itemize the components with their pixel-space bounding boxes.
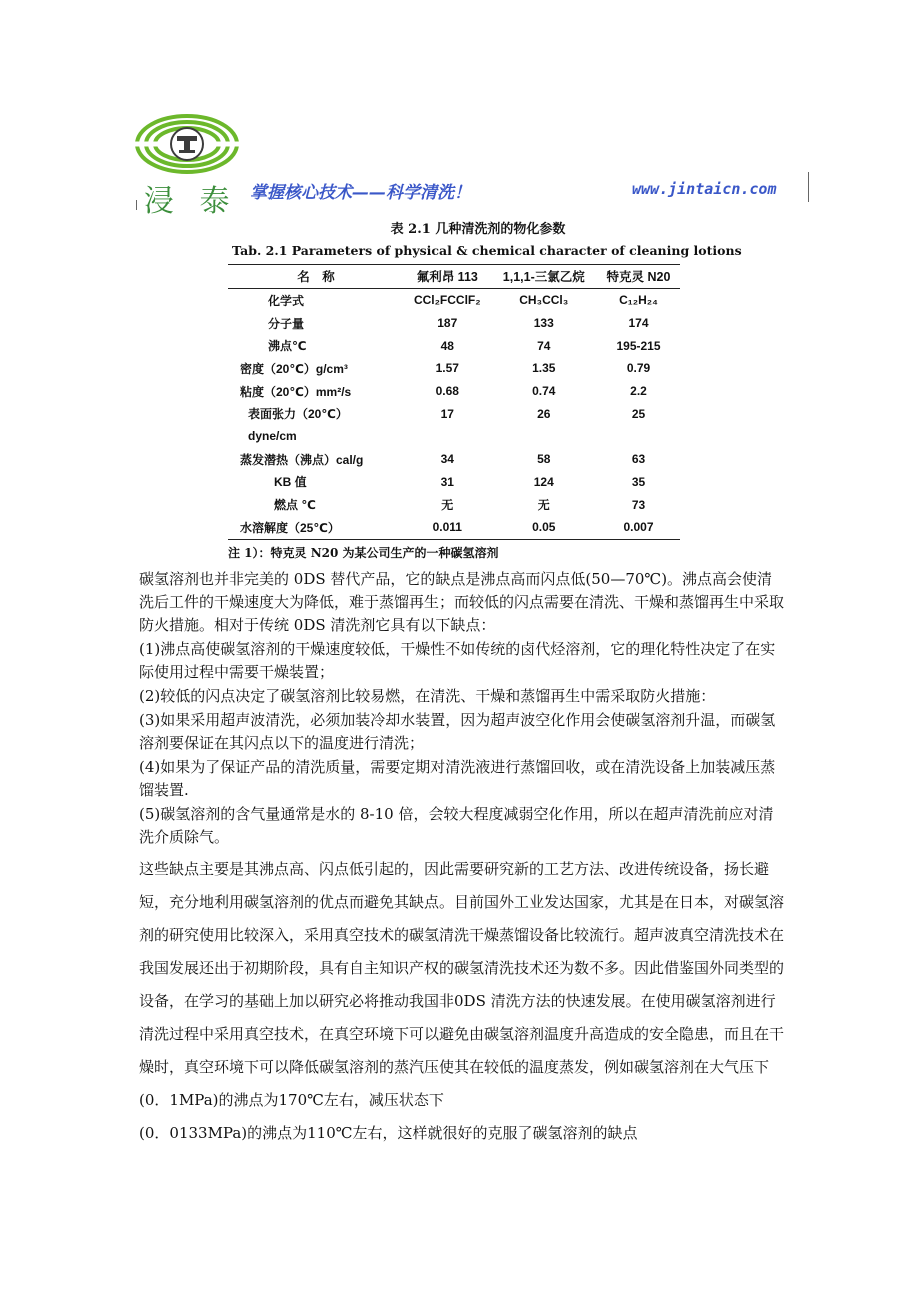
table-cell: 0.79 — [626, 361, 651, 376]
table-cell: CH₃CCl₃ — [519, 293, 569, 308]
table-cell: 0.74 — [532, 384, 556, 399]
table-cell: 2.2 — [630, 384, 647, 399]
header-cell-freon: 氟利昂 113 — [404, 265, 491, 289]
table-cell — [491, 425, 597, 448]
row-label: 蒸发潜热（沸点）cal/g — [240, 452, 364, 467]
table-cell: 174 — [628, 316, 649, 331]
table-title-en: Tab. 2.1 Parameters of physical & chemical character of cleaning lotions — [232, 243, 742, 258]
table-row — [228, 493, 680, 516]
table-cell: 35 — [631, 474, 646, 489]
header-cell-name: 名 称 — [228, 265, 404, 289]
banner-tick-mark — [136, 200, 137, 210]
list-item-1: (1)沸点高使碳氢溶剂的干燥速度较低，干燥性不如传统的卤代烃溶剂，它的理化特性决定了在实际使用过程中需要干燥装置； — [139, 640, 776, 681]
table-cell: 1.35 — [532, 361, 556, 376]
table-cell — [597, 425, 680, 448]
table-cell: 73 — [631, 497, 646, 512]
row-label: 表面张力（20℃） — [248, 407, 348, 422]
row-label: 密度（20℃）g/cm³ — [240, 361, 348, 376]
table-cell: 0.007 — [597, 516, 680, 539]
table-row — [228, 357, 680, 380]
table-cell: 48 — [440, 338, 454, 353]
header-banner — [132, 112, 812, 219]
row-label: 化学式 — [268, 293, 305, 308]
table-row — [228, 380, 680, 403]
paragraph-conclusion: (0．0133MPa)的沸点为110℃左右，这样就很好的克服了碳氢溶剂的缺点 — [139, 1124, 638, 1142]
drawbacks-section — [139, 568, 787, 849]
table-row — [228, 516, 680, 539]
brand-slogan: 掌握核心技术——科学清洗！ — [250, 183, 471, 203]
table-cell: 17 — [440, 406, 454, 421]
row-label: 燃点 ℃ — [274, 498, 316, 513]
company-logo-icon — [132, 112, 242, 176]
table-footnote: 注 1）：特克灵 N20 为某公司生产的一种碳氢溶剂 — [228, 545, 499, 560]
row-label: 沸点℃ — [268, 339, 307, 354]
table-cell: 31 — [440, 474, 454, 489]
table-cell: 133 — [533, 316, 554, 331]
brand-name: 浸 泰 — [144, 184, 238, 219]
table-cell: 195-215 — [616, 338, 661, 353]
table-row — [228, 334, 680, 357]
table-cell: CCl₂FCClF₂ — [413, 293, 481, 308]
parameters-table — [228, 264, 680, 540]
table-cell: 34 — [440, 452, 454, 467]
header-cell-n20: 特克灵 N20 — [597, 265, 680, 289]
list-item-5: (5)碳氢溶剂的含气量通常是水的 8-10 倍，会较大程度减弱空化作用，所以在超声清洗前应对清洗介质除气。 — [139, 805, 774, 846]
table-title-cn: 表 2.1 几种清洗剂的物化参数 — [390, 222, 566, 237]
table-row — [228, 312, 680, 335]
table-row — [228, 448, 680, 471]
table-row — [228, 425, 680, 448]
table-header-row — [228, 265, 680, 289]
row-label: 粘度（20℃）mm²/s — [240, 384, 352, 399]
list-item-3: (3)如果采用超声波清洗，必须加装冷却水装置，因为超声波空化作用会使碳氢溶剂升温，而碳氢溶剂要保证在其闪点以下的温度进行清洗； — [139, 711, 776, 752]
table-cell: 0.05 — [491, 516, 597, 539]
table-cell: 124 — [533, 474, 554, 489]
table-cell: 26 — [537, 406, 551, 421]
paragraph-vacuum: 这些缺点主要是其沸点高、闪点低引起的，因此需要研究新的工艺方法、改进传统设备，扬长避短，充分地利用碳氢溶剂的优点而避免其缺点。目前国外工业发达国家，尤其是在日本，对碳氢溶剂的研究使用比较深入，采用真空技术的碳氢清洗干燥蒸馏设备比较流行。超声波真空清洗技术在我国发展还出于初期阶段，具有自主知识产权的碳氢清洗技术还为数不多。因此借鉴国外同类型的设备，在学习的基础上加以研究必将推动我国非0DS 清洗方法的快速发展。在使用碳氢溶剂进行清洗过程中采用真空技术，在真空环境下可以避免由碳氢溶剂温度升高造成的安全隐患，而且在干燥时，真空环境下可以降低碳氢溶剂的蒸汽压使其在较低的温度蒸发，例如碳氢溶剂在大气压下(0．1MPa)的沸点为170℃左右，减压状态下 — [139, 860, 785, 1109]
list-item-2: (2)较低的闪点决定了碳氢溶剂比较易燃，在清洗、干燥和蒸馏再生中需采取防火措施： — [139, 687, 716, 705]
table-cell: 1.57 — [435, 361, 459, 376]
table-row — [228, 471, 680, 494]
table-row — [228, 289, 680, 312]
row-label: KB 值 — [274, 475, 307, 490]
website-url: www.jintaicn.com — [632, 180, 777, 198]
table-cell: 无 — [441, 498, 454, 513]
table-cell: 无 — [537, 498, 550, 513]
table-cell: 0.011 — [404, 516, 491, 539]
table-cell: 25 — [631, 406, 646, 421]
table-cell: 187 — [437, 316, 458, 331]
banner-divider — [808, 172, 809, 202]
body-text — [139, 568, 787, 1150]
parameters-table-figure — [228, 218, 742, 561]
table-row — [228, 402, 680, 425]
table-cell: 63 — [631, 452, 646, 467]
table-cell: 74 — [537, 338, 551, 353]
row-label: dyne/cm — [248, 429, 297, 444]
vacuum-section — [139, 853, 787, 1150]
paragraph-intro: 碳氢溶剂也并非完美的 0DS 替代产品，它的缺点是沸点高而闪点低(50—70℃)。沸点高会使清洗后工件的干燥速度大为降低，难于蒸馏再生；而较低的闪点需要在清洗、干燥和蒸馏再生中采取防火措施。相对于传统 0DS 清洗剂它具有以下缺点： — [139, 570, 785, 634]
list-item-4: (4)如果为了保证产品的清洗质量，需要定期对清洗液进行蒸馏回收，或在清洗设备上加装减压蒸馏装置. — [139, 758, 776, 799]
table-cell: 0.68 — [435, 384, 459, 399]
header-cell-trichloroethane: 1,1,1-三氯乙烷 — [491, 265, 597, 289]
table-cell: 58 — [537, 452, 551, 467]
table-cell: C₁₂H₂₄ — [619, 293, 658, 308]
table-cell — [404, 425, 491, 448]
row-label: 分子量 — [268, 316, 305, 331]
row-label: 水溶解度（25℃） — [228, 516, 404, 539]
